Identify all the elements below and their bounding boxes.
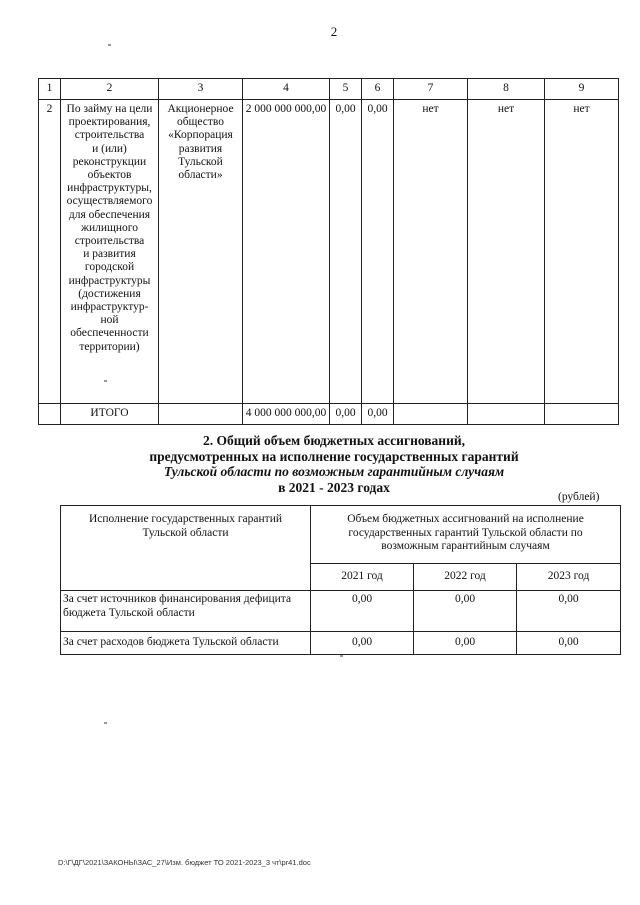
total-amount: 4 000 000 000,00 <box>243 404 330 425</box>
row-number: 2 <box>39 100 61 404</box>
guarantee-amount: 2 000 000 000,00 <box>243 100 330 404</box>
value-cell: 0,00 <box>517 632 621 655</box>
value-col8: нет <box>468 100 545 404</box>
column-number: 3 <box>159 79 243 100</box>
table-row <box>61 632 621 655</box>
value-cell: 0,00 <box>414 591 517 632</box>
column-number: 4 <box>243 79 330 100</box>
row-label: За счет расходов бюджета Тульской области <box>61 632 311 655</box>
value-cell: 0,00 <box>414 632 517 655</box>
value-cell: 0,00 <box>517 591 621 632</box>
column-number: 5 <box>330 79 362 100</box>
column-number: 6 <box>362 79 394 100</box>
guarantees-table <box>38 78 619 425</box>
value-cell: 0,00 <box>311 591 414 632</box>
volume-header: Объем бюджетных ассигнований на исполнение государственных гарантий Тульской области по возможным гарантийным случаям <box>311 506 621 564</box>
units-label: (рублей) <box>558 491 600 503</box>
value-cell: 0,00 <box>311 632 414 655</box>
principal-name: Акционерное общество «Корпорация развития Тульской области» <box>159 100 243 404</box>
year-header: 2022 год <box>414 564 517 591</box>
column-number: 2 <box>61 79 159 100</box>
value-col9: нет <box>545 100 619 404</box>
column-number: 1 <box>39 79 61 100</box>
execution-header: Исполнение государственных гарантий Тульской области <box>61 506 311 591</box>
budget-allocations-table <box>60 505 621 655</box>
row-label: За счет источников финансирования дефицита бюджета Тульской области <box>61 591 311 632</box>
section-2-title: 2. Общий объем бюджетных ассигнований, предусмотренных на исполнение государственных гарантий Тульской области по возможным гарантийным случаям в 2021 - 2023 годах <box>149 433 519 495</box>
value-col7: нет <box>394 100 468 404</box>
scan-speck <box>340 655 343 657</box>
scan-speck <box>108 44 111 46</box>
table-row <box>39 100 619 404</box>
year-header: 2021 год <box>311 564 414 591</box>
table-row <box>61 591 621 632</box>
total-label: ИТОГО <box>61 404 159 425</box>
page-number: 2 <box>330 24 338 39</box>
total-col5: 0,00 <box>330 404 362 425</box>
year-header: 2023 год <box>517 564 621 591</box>
column-number: 8 <box>468 79 545 100</box>
table-header-row <box>39 79 619 100</box>
table-header-row <box>61 506 621 564</box>
column-number: 7 <box>394 79 468 100</box>
column-number: 9 <box>545 79 619 100</box>
scan-speck <box>104 380 107 382</box>
total-row <box>39 404 619 425</box>
guarantee-purpose: По займу на цели проектирования, строительства и (или) реконструкции объектов инфраструктуры, осуществляемого для обеспечения жилищного строительства и развития городской инфраструктуры (достижения инфраструктур- ной обеспеченности территории) <box>61 100 159 404</box>
value-col6: 0,00 <box>362 100 394 404</box>
file-path-footer: D:\Г\ДГ\2021\ЗАКОНЫ\ЗАС_27\Изм. бюджет ТО 2021-2023_3 чт\pr41.doc <box>58 858 311 867</box>
total-col6: 0,00 <box>362 404 394 425</box>
value-col5: 0,00 <box>330 100 362 404</box>
scan-speck <box>104 722 107 724</box>
